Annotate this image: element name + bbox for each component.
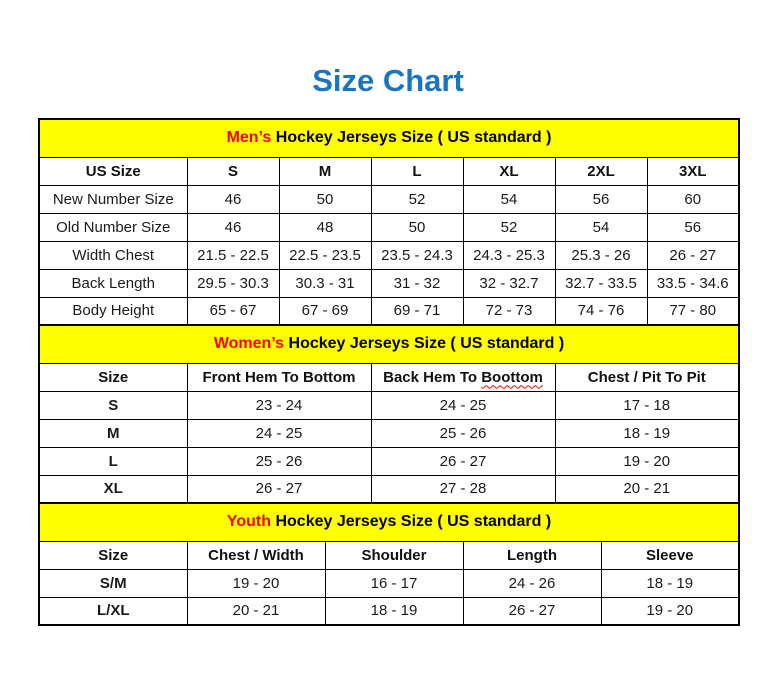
header-cell: Size [39, 363, 187, 391]
youth-band-highlight: Youth [226, 513, 272, 531]
row-label: XL [39, 475, 187, 503]
value-cell: 23 - 24 [187, 391, 371, 419]
header-cell: XL [463, 157, 555, 185]
value-cell: 20 - 21 [555, 475, 739, 503]
youth-size-table [38, 502, 740, 626]
header-cell: Chest / Pit To Pit [555, 363, 739, 391]
value-cell: 19 - 20 [187, 569, 325, 597]
value-cell: 21.5 - 22.5 [187, 241, 279, 269]
youth-band-text: Hockey Jerseys Size ( US standard ) [271, 513, 552, 531]
table-row [39, 241, 739, 269]
value-cell: 26 - 27 [187, 475, 371, 503]
header-text: Back Hem To [383, 368, 482, 386]
value-cell: 18 - 19 [601, 569, 739, 597]
value-cell: 33.5 - 34.6 [647, 269, 739, 297]
value-cell: 31 - 32 [371, 269, 463, 297]
header-cell: S [187, 157, 279, 185]
value-cell: 54 [463, 185, 555, 213]
value-cell: 27 - 28 [371, 475, 555, 503]
header-cell: L [371, 157, 463, 185]
mens-band-text: Hockey Jerseys Size ( US standard ) [271, 129, 552, 147]
table-row [39, 597, 739, 625]
value-cell: 23.5 - 24.3 [371, 241, 463, 269]
value-cell: 65 - 67 [187, 297, 279, 325]
value-cell: 46 [187, 213, 279, 241]
table-row [39, 297, 739, 325]
value-cell: 54 [555, 213, 647, 241]
womens-band-cell [39, 325, 739, 363]
row-label: Back Length [39, 269, 187, 297]
row-label: S/M [39, 569, 187, 597]
mens-section-band [39, 119, 739, 157]
value-cell: 25 - 26 [187, 447, 371, 475]
value-cell: 24 - 25 [187, 419, 371, 447]
row-label: Body Height [39, 297, 187, 325]
value-cell: 74 - 76 [555, 297, 647, 325]
value-cell: 19 - 20 [601, 597, 739, 625]
row-label: New Number Size [39, 185, 187, 213]
value-cell: 50 [371, 213, 463, 241]
misspelled-word: Boottom [481, 368, 543, 386]
table-row [39, 269, 739, 297]
header-cell: Chest / Width [187, 541, 325, 569]
womens-size-table [38, 324, 740, 504]
value-cell: 16 - 17 [325, 569, 463, 597]
table-row [39, 419, 739, 447]
value-cell: 29.5 - 30.3 [187, 269, 279, 297]
row-label: L/XL [39, 597, 187, 625]
value-cell: 20 - 21 [187, 597, 325, 625]
header-cell: Shoulder [325, 541, 463, 569]
header-cell: 3XL [647, 157, 739, 185]
value-cell: 24.3 - 25.3 [463, 241, 555, 269]
mens-band-cell [39, 119, 739, 157]
value-cell: 69 - 71 [371, 297, 463, 325]
value-cell: 26 - 27 [371, 447, 555, 475]
size-chart [38, 118, 738, 626]
value-cell: 26 - 27 [463, 597, 601, 625]
value-cell: 50 [279, 185, 371, 213]
value-cell: 72 - 73 [463, 297, 555, 325]
youth-band-cell [39, 503, 739, 541]
womens-section-band [39, 325, 739, 363]
value-cell: 60 [647, 185, 739, 213]
table-row [39, 391, 739, 419]
value-cell: 52 [371, 185, 463, 213]
value-cell: 46 [187, 185, 279, 213]
value-cell: 26 - 27 [647, 241, 739, 269]
value-cell: 24 - 25 [371, 391, 555, 419]
value-cell: 19 - 20 [555, 447, 739, 475]
value-cell: 18 - 19 [555, 419, 739, 447]
value-cell: 48 [279, 213, 371, 241]
table-row [39, 185, 739, 213]
value-cell: 24 - 26 [463, 569, 601, 597]
mens-header-row [39, 157, 739, 185]
womens-band-highlight: Women’s [213, 335, 285, 353]
value-cell: 18 - 19 [325, 597, 463, 625]
value-cell: 32 - 32.7 [463, 269, 555, 297]
table-row [39, 447, 739, 475]
row-label: Width Chest [39, 241, 187, 269]
value-cell: 30.3 - 31 [279, 269, 371, 297]
header-cell: Length [463, 541, 601, 569]
header-cell: Size [39, 541, 187, 569]
value-cell: 56 [647, 213, 739, 241]
page-title: Size Chart [312, 63, 464, 98]
value-cell: 77 - 80 [647, 297, 739, 325]
value-cell: 56 [555, 185, 647, 213]
row-label: S [39, 391, 187, 419]
youth-header-row [39, 541, 739, 569]
value-cell: 22.5 - 23.5 [279, 241, 371, 269]
row-label: M [39, 419, 187, 447]
value-cell: 25 - 26 [371, 419, 555, 447]
table-row [39, 213, 739, 241]
row-label: Old Number Size [39, 213, 187, 241]
womens-header-row [39, 363, 739, 391]
header-cell: 2XL [555, 157, 647, 185]
mens-size-table [38, 118, 740, 326]
header-cell: Sleeve [601, 541, 739, 569]
value-cell: 67 - 69 [279, 297, 371, 325]
header-cell: US Size [39, 157, 187, 185]
mens-band-highlight: Men’s [226, 129, 272, 147]
table-row [39, 475, 739, 503]
header-cell [371, 363, 555, 391]
value-cell: 25.3 - 26 [555, 241, 647, 269]
womens-band-text: Hockey Jerseys Size ( US standard ) [284, 335, 565, 353]
value-cell: 17 - 18 [555, 391, 739, 419]
header-cell: M [279, 157, 371, 185]
header-cell: Front Hem To Bottom [187, 363, 371, 391]
youth-section-band [39, 503, 739, 541]
row-label: L [39, 447, 187, 475]
value-cell: 52 [463, 213, 555, 241]
value-cell: 32.7 - 33.5 [555, 269, 647, 297]
table-row [39, 569, 739, 597]
